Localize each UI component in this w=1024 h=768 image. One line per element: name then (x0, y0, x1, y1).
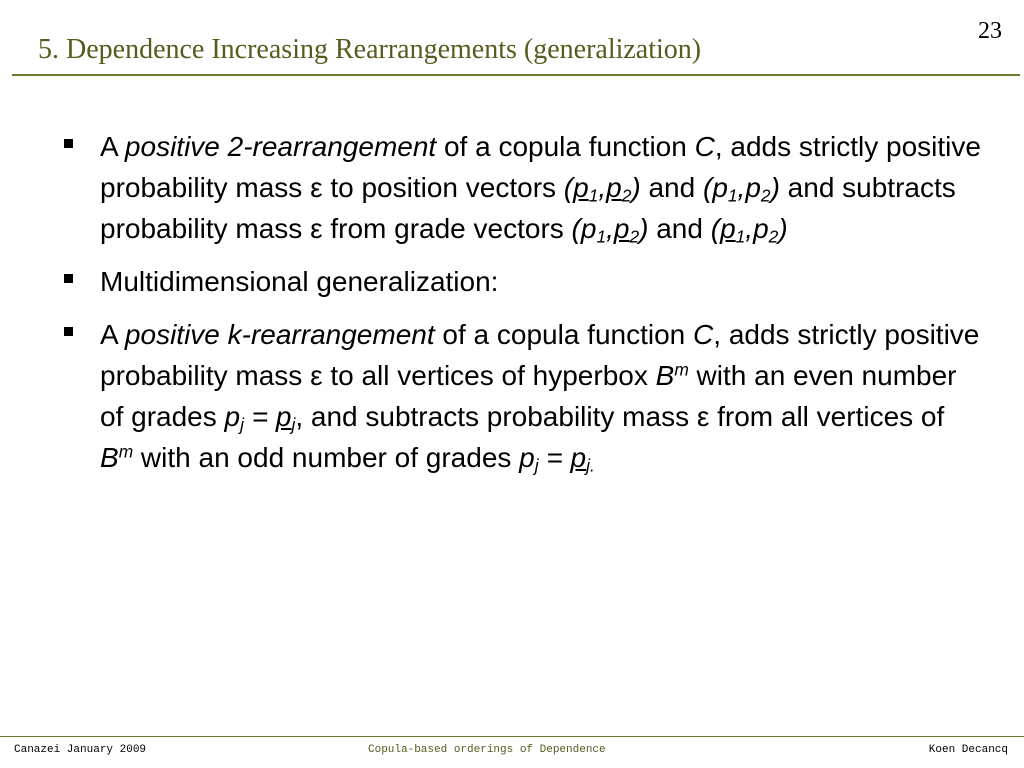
footer-divider (0, 736, 1024, 737)
bullet-text: Multidimensional generalization: (100, 266, 499, 297)
bullet-item-positive-2-rearrangement (64, 126, 984, 249)
bullet-item-multidimensional (64, 261, 984, 302)
bullet-marker (64, 327, 73, 336)
bullet-text: A positive 2-rearrangement of a copula function C, adds strictly positive probability mass ε to position vectors $(p_1,p_2)$ and $(p_1,p_2)$ and subtracts probability mass ε from grade vectors $(p_1,p_2)$ and $(p_1,p_2)$ (100, 131, 981, 247)
bullet-text: A positive k-rearrangement of a copula function C, adds strictly positive probability mass ε to all vertices of hyperbox $B^m$ with an even number of grades $p_j = p_j$, and subtracts probability mass ε from all vertices of $B^m$ with an odd number of grades $p_j = p_{j.}$ (100, 319, 980, 476)
slide-title: 5. Dependence Increasing Rearrangements (generalization) (38, 34, 702, 65)
bullet-item-positive-k-rearrangement (64, 314, 984, 478)
bullet-marker (64, 274, 73, 283)
slide-number: 23 (978, 18, 1002, 44)
bullet-marker (64, 139, 73, 148)
title-divider (12, 74, 1020, 76)
slide-content (64, 126, 984, 490)
footer-date-location: Canazei January 2009 (14, 744, 147, 756)
footer-presentation-title: Copula-based orderings of Dependence (368, 744, 606, 756)
footer-author: Koen Decancq (928, 744, 1008, 756)
